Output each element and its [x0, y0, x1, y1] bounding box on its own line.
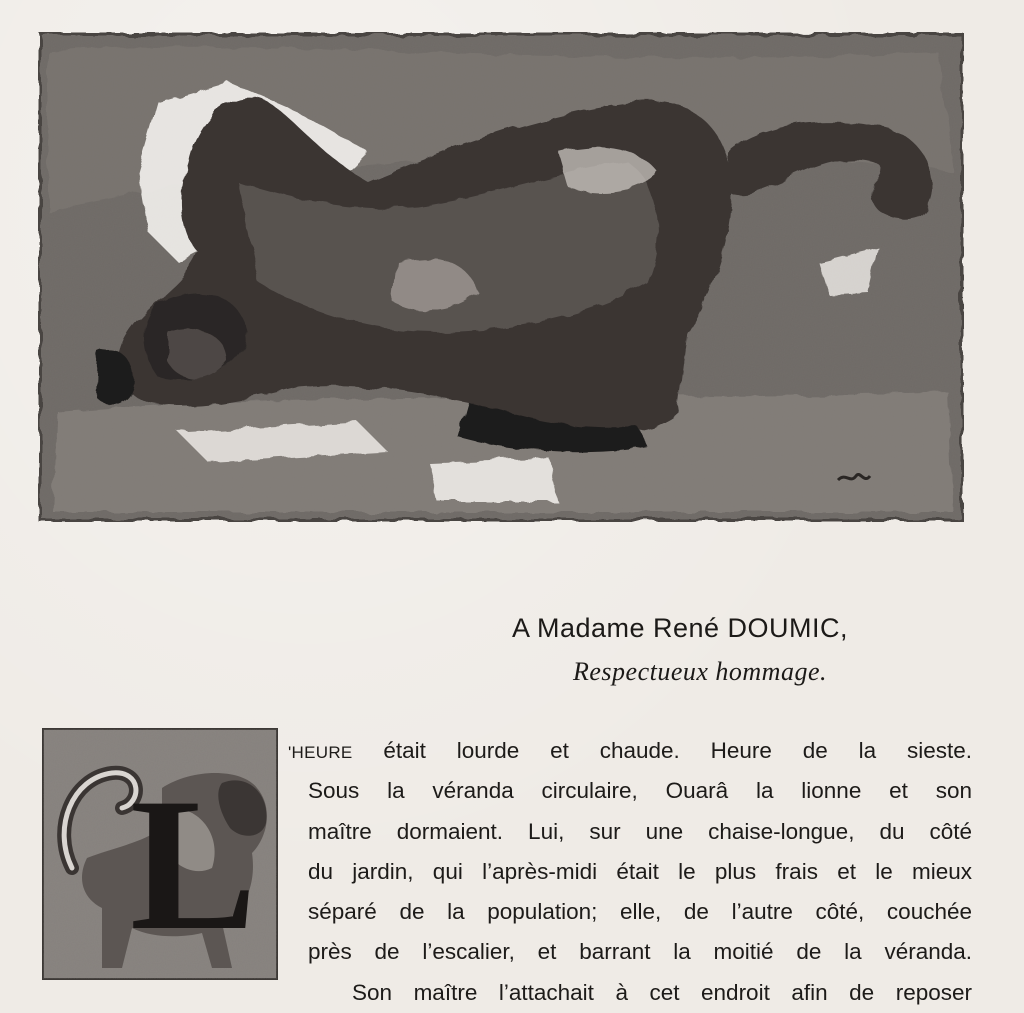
dedication [470, 606, 890, 694]
dedication-recipient: A Madame René DOUMIC, [511, 613, 849, 643]
text-line-2: Sous la véranda circulaire, Ouarâ la lionne et son [308, 778, 972, 804]
text-line-5: séparé de la population; elle, de l’autre côté, couchée [308, 899, 972, 925]
text-line-1 [288, 731, 972, 771]
lioness-illustration [38, 32, 964, 522]
text-line-6: près de l’escalier, et barrant la moitié de la véranda. [308, 939, 972, 965]
smallcaps-lead: 'HEURE [288, 743, 353, 762]
text-line-7: Son maître l’attachait à cet endroit afin de reposer [352, 979, 972, 1005]
dedication-hommage: Respectueux hommage. [572, 657, 828, 686]
body-text [288, 731, 972, 1013]
lioness-initial-icon [42, 728, 278, 980]
text-line-1-rest: était lourde et chaude. Heure de la sieste. [352, 738, 972, 763]
text-line-3: maître dormaient. Lui, sur une chaise-longue, du côté [308, 818, 972, 844]
text-line-4: du jardin, qui l’après-midi était le plus frais et le mieux [308, 858, 972, 884]
dropcap-letter: L [130, 760, 257, 970]
